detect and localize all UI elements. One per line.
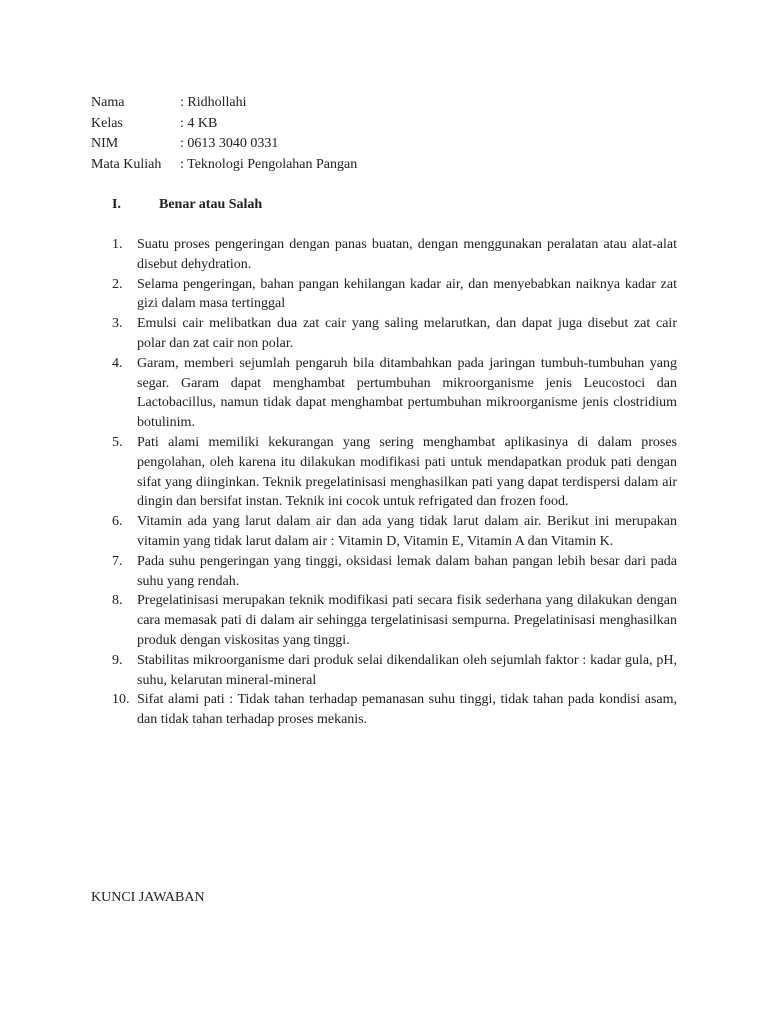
question-number: 9. bbox=[112, 652, 123, 668]
question-item bbox=[112, 275, 677, 315]
info-label: Nama bbox=[91, 95, 125, 110]
question-text: Garam, memberi sejumlah pengaruh bila ditambahkan pada jaringan tumbuh-tumbuhan yang segar. Garam dapat menghambat pertumbuhan mikroorganisme jenis Leucostoci dan Lactobacillus, namun tidak dapat menghambat pertumbuhan mikroorganisme jenis clostridium botulinim. bbox=[137, 355, 677, 431]
question-number: 7. bbox=[112, 553, 123, 569]
answer-key-heading: KUNCI JAWABAN bbox=[91, 890, 205, 905]
info-label: Mata Kuliah bbox=[91, 156, 162, 172]
info-value: : Teknologi Pengolahan Pangan bbox=[180, 156, 358, 172]
question-number: 1. bbox=[112, 237, 123, 252]
question-item bbox=[112, 690, 677, 730]
question-number: 10. bbox=[112, 692, 130, 708]
question-item bbox=[112, 433, 677, 512]
question-text: Pregelatinisasi merupakan teknik modifikasi pati secara fisik sederhana yang dilakukan dengan cara memasak pati di dalam air sehingga tergelatinisasi sempurna. Pregelatinisasi menghasilkan produk dengan viskositas yang tinggi. bbox=[137, 593, 677, 648]
info-value: : 0613 3040 0331 bbox=[180, 136, 279, 151]
question-text: Stabilitas mikroorganisme dari produk selai dikendalikan oleh sejumlah faktor : kadar gula, pH, suhu, kelarutan mineral-mineral bbox=[137, 652, 677, 688]
question-number: 8. bbox=[112, 593, 123, 609]
question-item bbox=[112, 552, 677, 592]
question-item bbox=[112, 354, 677, 433]
question-list bbox=[112, 235, 677, 730]
info-row-course bbox=[91, 155, 357, 176]
question-item bbox=[112, 314, 677, 354]
question-text: Pati alami memiliki kekurangan yang sering menghambat aplikasinya di dalam proses pengolahan, oleh karena itu dilakukan modifikasi pati untuk mendapatkan produk pati dengan sifat yang diinginkan. Teknik pregelatinisasi menghasilkan pati yang dapat terdispersi dalam air dingin dan bersifat instan. Teknik ini cocok untuk refrigated dan frozen food. bbox=[137, 434, 677, 510]
question-number: 2. bbox=[112, 276, 123, 292]
question-number: 3. bbox=[112, 316, 123, 332]
question-item bbox=[112, 512, 677, 552]
question-item bbox=[112, 651, 677, 691]
question-number: 6. bbox=[112, 514, 123, 530]
question-text: Sifat alami pati : Tidak tahan terhadap pemanasan suhu tinggi, tidak tahan pada kondisi asam, dan tidak tahan terhadap proses mekanis. bbox=[137, 692, 677, 728]
section-number: I. bbox=[112, 197, 121, 212]
question-text: Emulsi cair melibatkan dua zat cair yang saling melarutkan, dan dapat juga disebut zat cair polar dan zat cair non polar. bbox=[137, 316, 677, 351]
info-value: : 4 KB bbox=[180, 115, 218, 131]
info-value: : Ridhollahi bbox=[180, 95, 247, 110]
question-item bbox=[112, 235, 677, 275]
question-number: 4. bbox=[112, 355, 123, 371]
info-row-nim bbox=[91, 134, 357, 155]
info-label: NIM bbox=[91, 136, 119, 151]
info-row-class bbox=[91, 114, 357, 135]
question-text: Selama pengeringan, bahan pangan kehilangan kadar air, dan menyebabkan naiknya kadar zat gizi dalam masa tertinggal bbox=[137, 276, 677, 312]
info-row-name bbox=[91, 93, 357, 114]
question-number: 5. bbox=[112, 434, 123, 450]
section-title: Benar atau Salah bbox=[159, 197, 263, 212]
question-text: Pada suhu pengeringan yang tinggi, oksidasi lemak dalam bahan pangan lebih besar dari pada suhu yang rendah. bbox=[137, 553, 677, 589]
question-text: Vitamin ada yang larut dalam air dan ada yang tidak larut dalam air. Berikut ini merupakan vitamin yang tidak larut dalam air : Vitamin D, Vitamin E, Vitamin A dan Vitamin K. bbox=[137, 514, 677, 549]
info-label: Kelas bbox=[91, 115, 123, 131]
section-heading bbox=[112, 195, 262, 215]
student-info bbox=[91, 93, 357, 175]
question-item bbox=[112, 591, 677, 650]
question-text: Suatu proses pengeringan dengan panas buatan, dengan menggunakan peralatan atau alat-alat disebut dehydration. bbox=[137, 237, 677, 272]
